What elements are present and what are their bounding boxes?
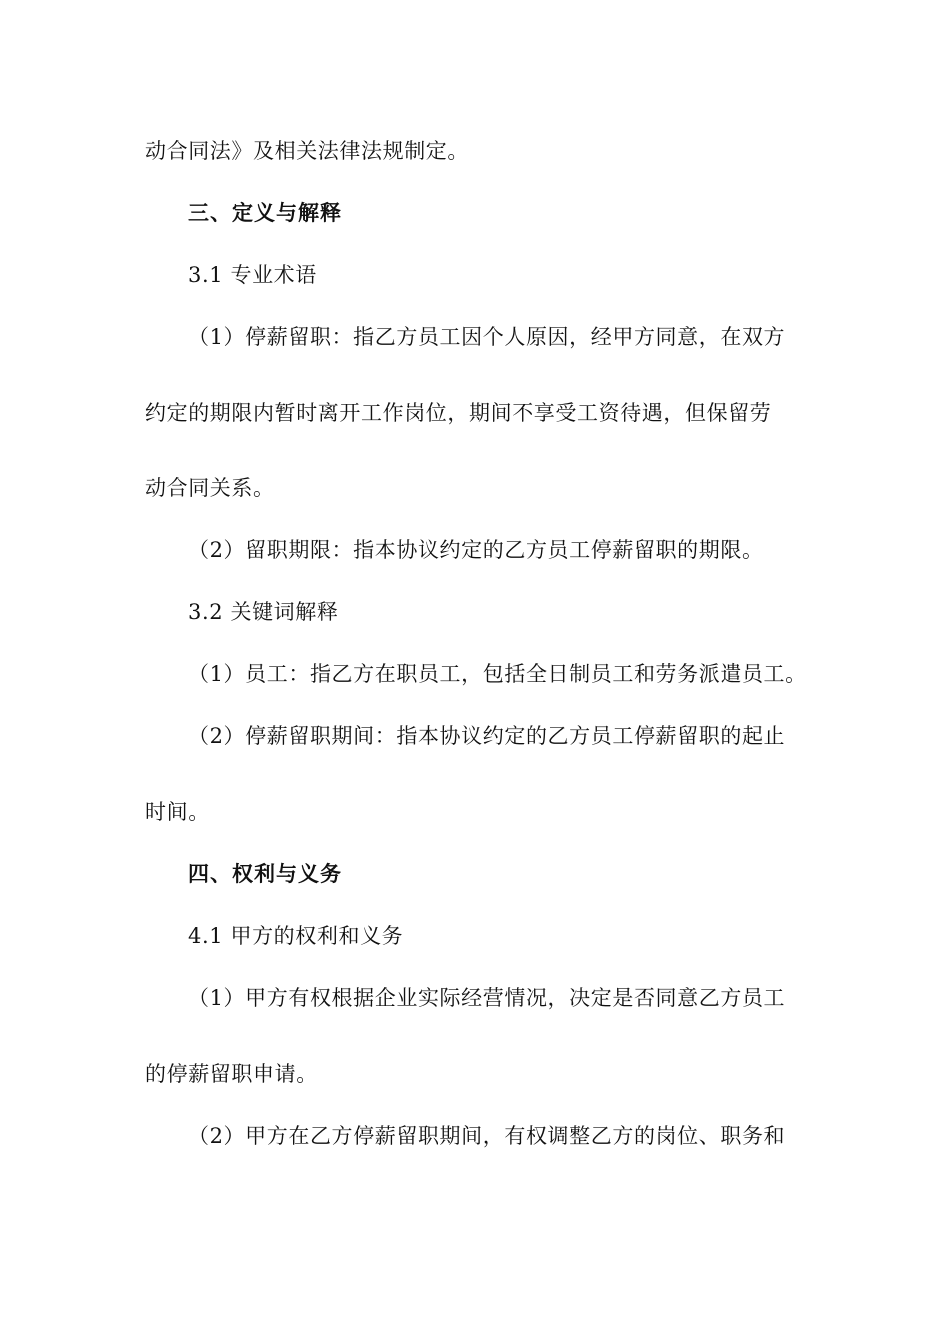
subsection-heading-keywords: 3.2 关键词解释 [188, 600, 339, 624]
paragraph-line: （2）甲方在乙方停薪留职期间，有权调整乙方的岗位、职务和 [188, 1124, 786, 1148]
paragraph-line: （2）停薪留职期间：指本协议约定的乙方员工停薪留职的起止 [188, 724, 786, 748]
paragraph-line: 动合同法》及相关法律法规制定。 [145, 139, 469, 163]
section-heading-rights: 四、权利与义务 [188, 861, 342, 886]
paragraph-line: 约定的期限内暂时离开工作岗位，期间不享受工资待遇，但保留劳 [145, 401, 772, 425]
paragraph-line: （1）员工：指乙方在职员工，包括全日制员工和劳务派遣员工。 [188, 662, 807, 686]
paragraph-line: （1）甲方有权根据企业实际经营情况，决定是否同意乙方员工 [188, 986, 786, 1010]
subsection-heading-terms: 3.1 专业术语 [188, 263, 317, 287]
paragraph-line: 的停薪留职申请。 [145, 1062, 318, 1086]
paragraph-line: 时间。 [145, 800, 210, 824]
paragraph-line: （1）停薪留职：指乙方员工因个人原因，经甲方同意，在双方 [188, 325, 786, 349]
paragraph-line: 动合同关系。 [145, 476, 275, 500]
subsection-heading-party-a: 4.1 甲方的权利和义务 [188, 924, 404, 948]
section-heading-definitions: 三、定义与解释 [188, 200, 342, 225]
paragraph-line: （2）留职期限：指本协议约定的乙方员工停薪留职的期限。 [188, 538, 764, 562]
